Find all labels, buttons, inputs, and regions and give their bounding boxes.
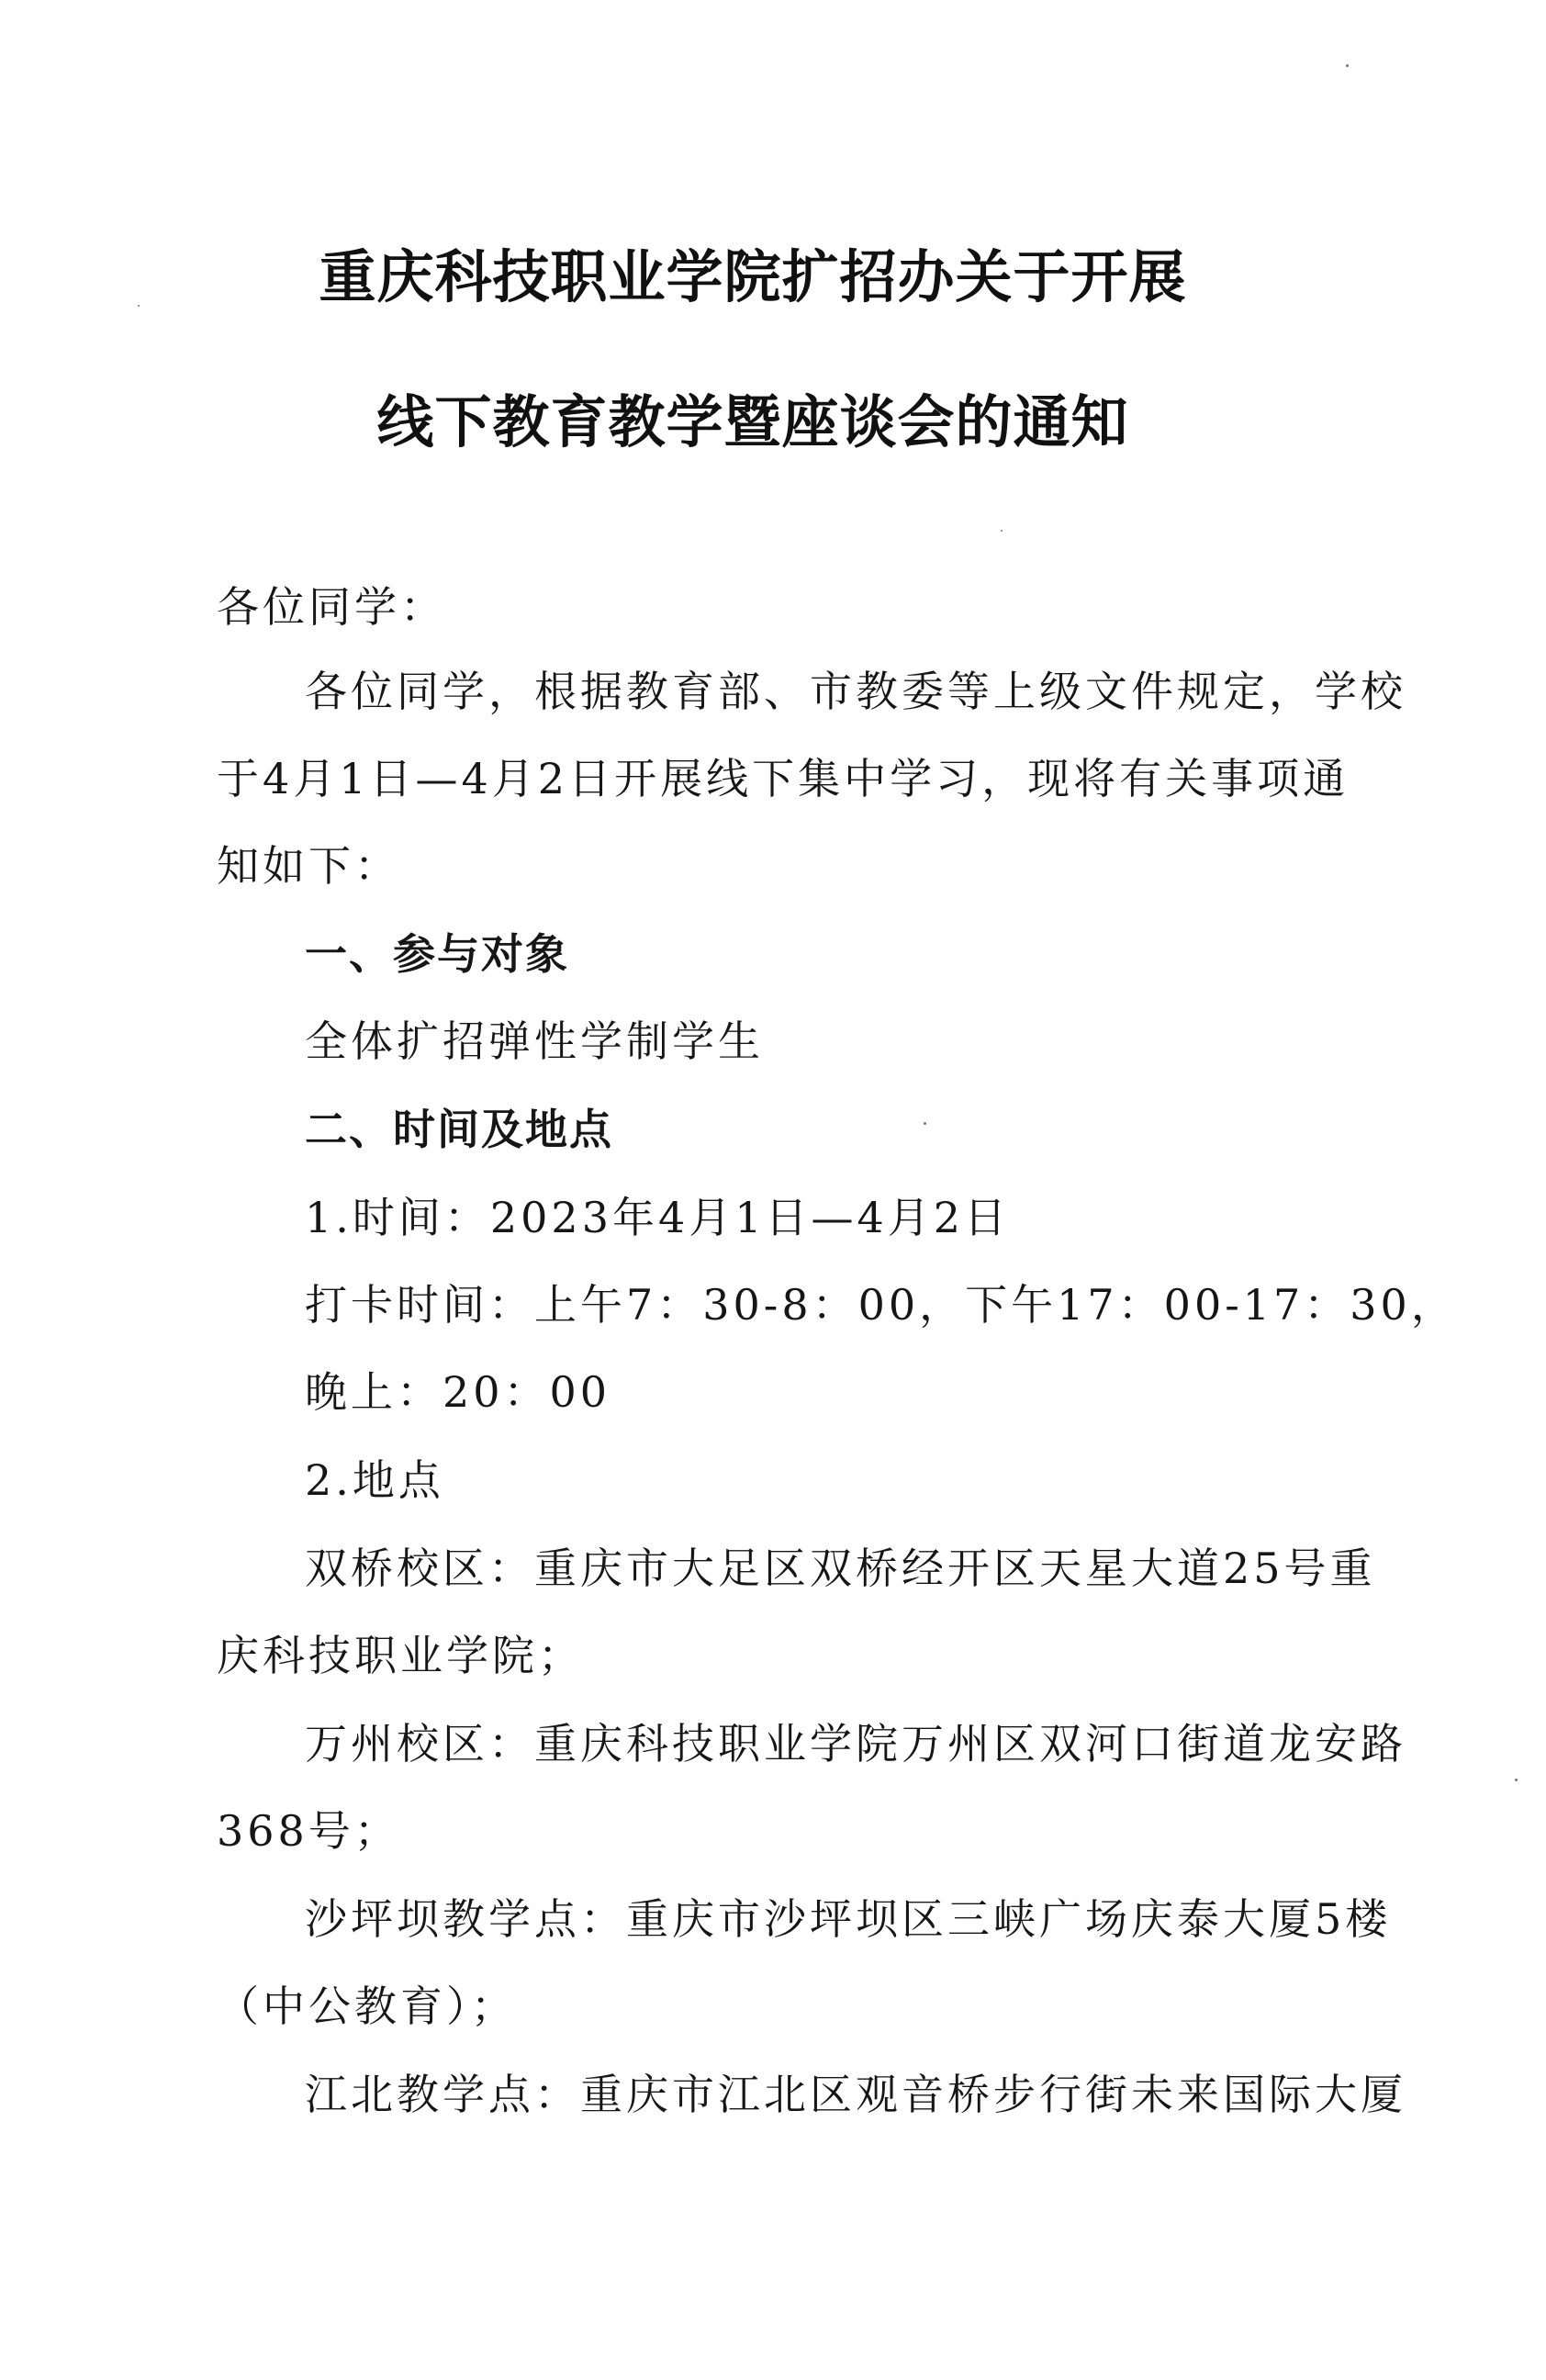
- intro-line-3: 知如下：: [217, 841, 400, 891]
- document-title-line-1: 重庆科技职业学院扩招办关于开展: [319, 243, 1187, 310]
- scan-speck: [1515, 1779, 1518, 1781]
- place-heading: 2.地点: [305, 1455, 444, 1505]
- location-line-7: 江北教学点：重庆市江北区观音桥步行街未来国际大厦: [305, 2070, 1406, 2119]
- salutation: 各位同学：: [217, 582, 446, 632]
- checkin-line-2: 晚上：20：00: [305, 1367, 611, 1417]
- scan-speck: [1346, 64, 1349, 67]
- location-line-3: 万州校区：重庆科技职业学院万州区双河口街道龙安路: [305, 1719, 1406, 1768]
- location-line-1: 双桥校区：重庆市大足区双桥经开区天星大道25号重: [305, 1544, 1376, 1593]
- section2-heading: 二、时间及地点: [305, 1105, 613, 1154]
- scan-speck: [1001, 530, 1003, 532]
- document-title-line-2: 线下教育教学暨座谈会的通知: [376, 388, 1129, 455]
- location-line-5: 沙坪坝教学点：重庆市沙坪坝区三峡广场庆泰大厦5楼: [305, 1894, 1392, 1944]
- section1-heading: 一、参与对象: [305, 929, 569, 979]
- scan-speck: [924, 1122, 926, 1125]
- intro-line-2: 于4月1日—4月2日开展线下集中学习，现将有关事项通: [217, 754, 1350, 803]
- scan-speck: [138, 305, 140, 307]
- location-line-6: （中公教育）；: [217, 1981, 517, 2031]
- checkin-line-1: 打卡时间：上午7：30-8：00，下午17：00-17：30，: [305, 1280, 1457, 1330]
- section1-content: 全体扩招弹性学制学生: [305, 1016, 764, 1066]
- location-line-4: 368号；: [217, 1806, 400, 1856]
- intro-line-1: 各位同学，根据教育部、市教委等上级文件规定，学校: [305, 667, 1406, 716]
- time-line: 1.时间：2023年4月1日—4月2日: [305, 1193, 1011, 1242]
- location-line-2: 庆科技职业学院；: [217, 1631, 584, 1680]
